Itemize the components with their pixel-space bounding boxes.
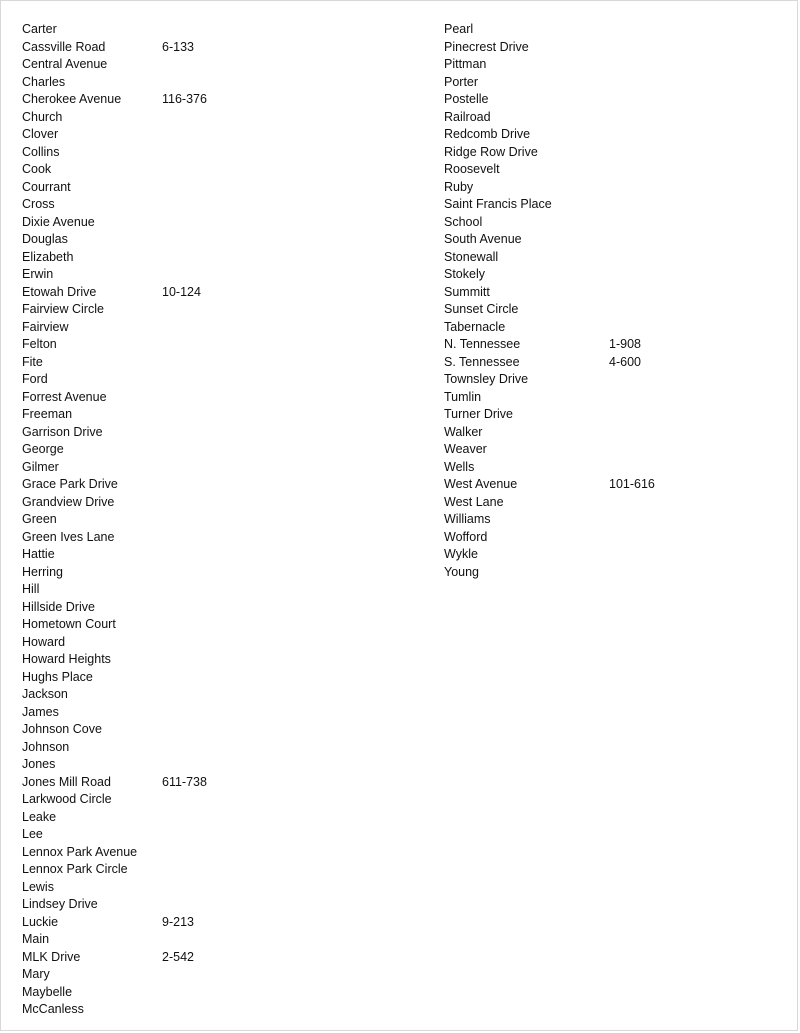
street-name: South Avenue [444, 232, 522, 246]
street-name: Redcomb Drive [444, 127, 531, 141]
street-name: Hill [22, 582, 40, 596]
street-name: Summitt [444, 284, 490, 299]
street-name: Cherokee Avenue [22, 92, 122, 106]
street-name: Lennox Park Avenue [22, 844, 138, 859]
street-name: Ford [22, 372, 48, 386]
street-name: Main [22, 932, 50, 946]
street-name: Lindsey Drive [22, 897, 98, 911]
street-name: Pearl [444, 22, 474, 36]
street-name: Cross [22, 197, 55, 211]
address-range: 116-376 [162, 92, 207, 106]
street-name: Fairview [22, 319, 69, 334]
street-name: Saint Francis Place [444, 197, 552, 211]
address-range: 1-908 [609, 337, 641, 351]
street-name: Tabernacle [444, 319, 506, 334]
street-name: Lewis [22, 879, 54, 894]
street-name: Hattie [22, 547, 55, 561]
street-name: Young [444, 564, 479, 579]
street-name: Green [22, 512, 57, 526]
street-name: Lennox Park Circle [22, 862, 128, 876]
street-name: Church [22, 109, 63, 124]
street-name: Leake [22, 809, 57, 824]
street-name: Erwin [22, 267, 54, 281]
street-name: MLK Drive [22, 949, 81, 964]
street-name: Weaver [444, 442, 487, 456]
street-name: Williams [444, 512, 491, 526]
street-name: West Avenue [444, 477, 518, 491]
street-name: Johnson [22, 739, 70, 754]
street-name: Luckie [22, 914, 59, 929]
street-name: Sunset Circle [444, 302, 519, 316]
street-name: Cook [22, 162, 52, 176]
street-name: Stokely [444, 267, 485, 281]
street-name: Tumlin [444, 389, 482, 404]
street-name: School [444, 214, 483, 229]
street-name: Garrison Drive [22, 424, 103, 439]
street-name: Stonewall [444, 249, 499, 264]
street-name: Clover [22, 127, 59, 141]
street-name: Fairview Circle [22, 302, 104, 316]
address-range: 6-133 [162, 39, 194, 54]
street-name: Porter [444, 74, 479, 89]
street-name: Wells [444, 459, 475, 474]
street-name: Maybelle [22, 984, 73, 999]
street-name: N. Tennessee [444, 337, 521, 351]
street-name: Hometown Court [22, 617, 116, 631]
street-name: Mary [22, 967, 50, 981]
street-name: West Lane [444, 494, 504, 509]
address-range: 2-542 [162, 949, 194, 964]
street-name: Johnson Cove [22, 722, 102, 736]
street-name: Central Avenue [22, 57, 108, 71]
street-name: Collins [22, 144, 60, 159]
street-name: James [22, 704, 59, 719]
street-name: Grandview Drive [22, 494, 115, 509]
street-name: Roosevelt [444, 162, 500, 176]
street-name: McCanless [22, 1002, 84, 1016]
street-name: Fite [22, 354, 43, 369]
street-name: Douglas [22, 232, 68, 246]
address-range: 4-600 [609, 354, 641, 369]
address-range: 9-213 [162, 914, 194, 929]
street-name: Gilmer [22, 459, 59, 474]
street-name: Howard [22, 634, 66, 649]
street-name: Townsley Drive [444, 372, 529, 386]
street-name: Elizabeth [22, 249, 74, 264]
street-name: Larkwood Circle [22, 792, 112, 806]
address-range: 611-738 [162, 774, 207, 789]
street-name: Lee [22, 827, 43, 841]
street-name: Wofford [444, 529, 488, 544]
street-name: Turner Drive [444, 407, 513, 421]
street-name: George [22, 442, 64, 456]
street-name: Pittman [444, 57, 487, 71]
street-name: Railroad [444, 109, 491, 124]
street-name: Green Ives Lane [22, 529, 115, 544]
street-name: Freeman [22, 407, 73, 421]
street-name: Courrant [22, 179, 71, 194]
street-name: Ridge Row Drive [444, 144, 538, 159]
street-name: Walker [444, 424, 483, 439]
street-name: Ruby [444, 179, 474, 194]
street-name: Etowah Drive [22, 284, 97, 299]
street-name: Grace Park Drive [22, 477, 118, 491]
street-name: Charles [22, 74, 66, 89]
street-name: Cassville Road [22, 39, 106, 54]
street-name: Hillside Drive [22, 599, 95, 614]
street-name: Wykle [444, 547, 478, 561]
street-name: Jackson [22, 687, 68, 701]
street-name: Jones Mill Road [22, 774, 111, 789]
address-range: 101-616 [609, 477, 655, 491]
address-range: 10-124 [162, 284, 201, 299]
street-name: Postelle [444, 92, 489, 106]
street-name: Howard Heights [22, 652, 111, 666]
street-name: Hughs Place [22, 669, 93, 684]
street-name: Carter [22, 22, 57, 36]
street-name: Jones [22, 757, 56, 771]
street-name: Felton [22, 337, 57, 351]
street-name: Forrest Avenue [22, 389, 107, 404]
street-name: Dixie Avenue [22, 214, 95, 229]
street-name: S. Tennessee [444, 354, 520, 369]
street-name: Pinecrest Drive [444, 39, 529, 54]
street-name: Herring [22, 564, 63, 579]
